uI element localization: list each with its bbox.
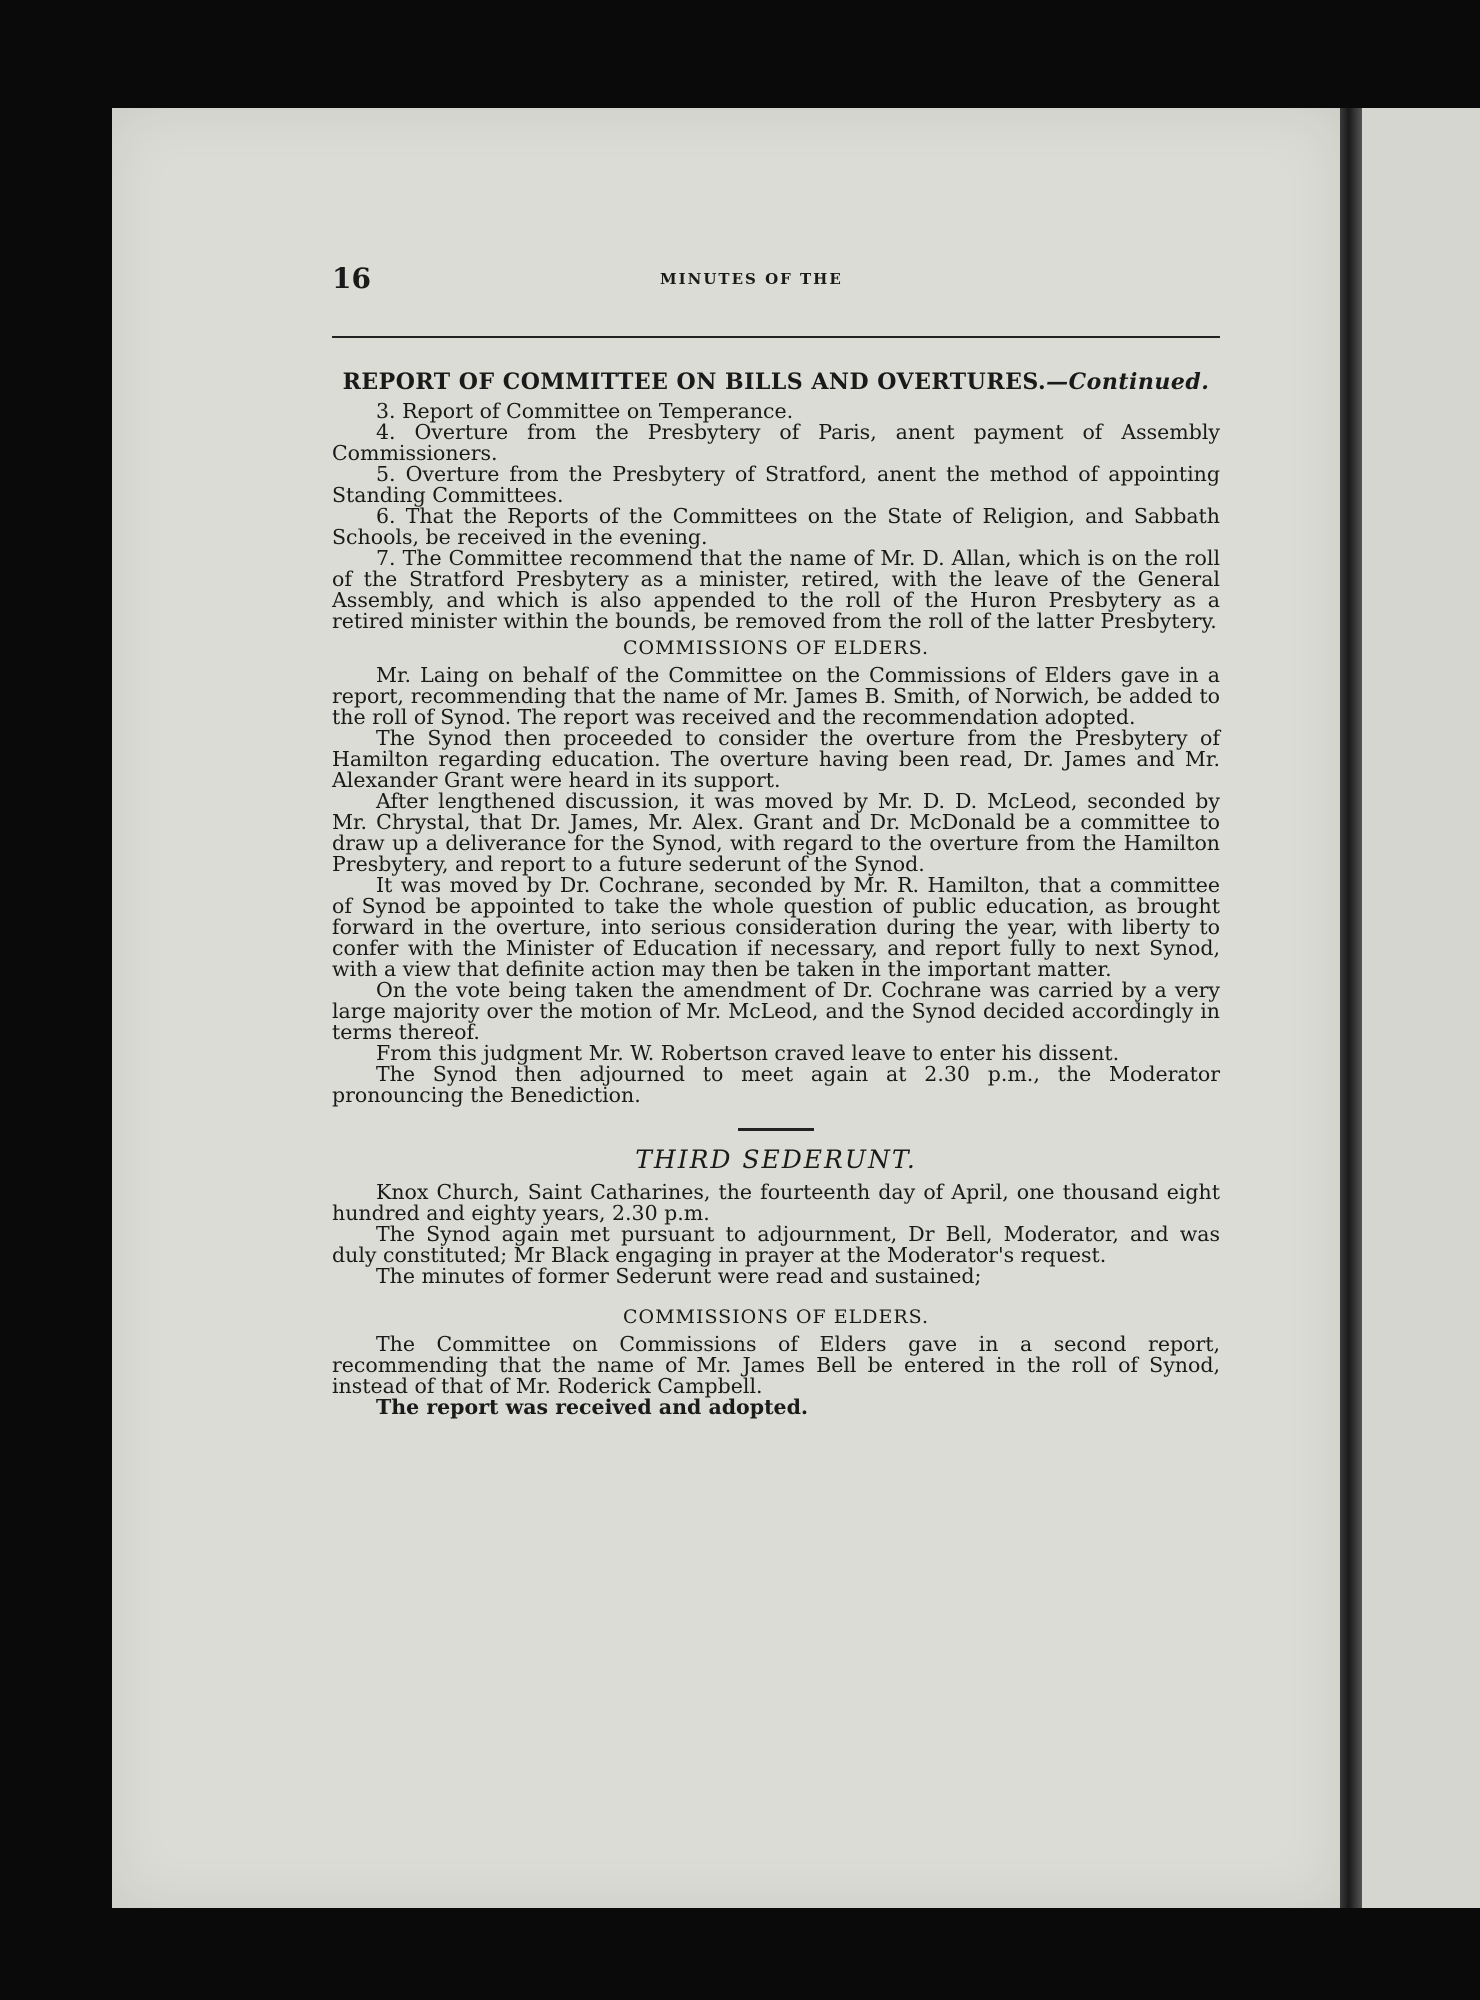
report-item-6: 6. That the Reports of the Committees on the State of Religion, and Sabbath Schools, be received in the evening. xyxy=(332,504,1220,549)
page-binding-fold xyxy=(1340,108,1362,1908)
commissions-paragraph: Mr. Laing on behalf of the Committee on the Commissions of Elders gave in a report, recommending that the name of Mr. James B. Smith, of Norwich, be added to the roll of Synod. The report was received and the recommendation adopted. xyxy=(332,663,1220,729)
report-title xyxy=(332,369,1220,395)
commissions2-paragraph: The Committee on Commissions of Elders gave in a second report, recommending that the name of Mr. James Bell be entered in the roll of Synod, instead of that of Mr. Roderick Campbell. xyxy=(332,1332,1220,1398)
commissions-paragraph: The Synod then proceeded to consider the overture from the Presbytery of Hamilton regarding education. The overture having been read, Dr. James and Mr. Alexander Grant were heard in its support. xyxy=(332,726,1220,792)
commissions-paragraph: It was moved by Dr. Cochrane, seconded by Mr. R. Hamilton, that a committee of Synod be appointed to take the whole question of public education, as brought forward in the overture, into serious consideration during the year, with liberty to confer with the Minister of Education if necessary, and report fully to next Synod, with a view that definite action may then be taken in the important matter. xyxy=(332,873,1220,981)
commissions-paragraph: The Synod then adjourned to meet again at 2.30 p.m., the Moderator pronouncing the Benediction. xyxy=(332,1062,1220,1107)
sederunt-title: THIRD SEDERUNT. xyxy=(635,1145,917,1174)
report-item-4: 4. Overture from the Presbytery of Paris, anent payment of Assembly Commissioners. xyxy=(332,420,1220,465)
sederunt-paragraph: Knox Church, Saint Catharines, the fourteenth day of April, one thousand eight hundred and eighty years, 2.30 p.m. xyxy=(332,1180,1220,1225)
report-title-main: REPORT OF COMMITTEE ON BILLS AND OVERTURES. xyxy=(342,369,1047,395)
commissions2-paragraph: The report was received and adopted. xyxy=(376,1395,809,1419)
commissions-paragraph: On the vote being taken the amendment of Dr. Cochrane was carried by a very large majority over the motion of Mr. McLeod, and the Synod decided accordingly in terms thereof. xyxy=(332,978,1220,1044)
report-item-7: 7. The Committee recommend that the name of Mr. D. Allan, which is on the roll of the Stratford Presbytery as a minister, retired, with the leave of the General Assembly, and which is also appended to the roll of the Huron Presbytery as a retired minister within the bounds, be removed from the roll of the latter Presbytery. xyxy=(332,546,1220,633)
report-item-3: 3. Report of Committee on Temperance. xyxy=(376,399,794,423)
commissions-title-2: COMMISSIONS OF ELDERS. xyxy=(622,1306,930,1328)
section-divider xyxy=(738,1128,814,1131)
page-header xyxy=(220,262,1220,306)
sederunt-paragraph: The Synod again met pursuant to adjournment, Dr Bell, Moderator, and was duly constituted; Mr Black engaging in prayer at the Moderator's request. xyxy=(332,1222,1220,1267)
body-text xyxy=(332,369,1220,1419)
page-number: 16 xyxy=(332,262,371,295)
running-head: MINUTES OF THE xyxy=(660,270,843,288)
report-title-continued: —Continued. xyxy=(1046,369,1210,395)
page-content xyxy=(220,262,1220,1419)
report-item-5: 5. Overture from the Presbytery of Stratford, anent the method of appointing Standing Committees. xyxy=(332,462,1220,507)
header-rule xyxy=(332,336,1220,338)
adjacent-page-edge xyxy=(1362,108,1480,1908)
commissions-paragraph: After lengthened discussion, it was moved by Mr. D. D. McLeod, seconded by Mr. Chrystal, that Dr. James, Mr. Alex. Grant and Dr. McDonald be a committee to draw up a deliverance for the Synod, with regard to the overture from the Hamilton Presbytery, and report to a future sederunt of the Synod. xyxy=(332,789,1220,876)
commissions-title-1: COMMISSIONS OF ELDERS. xyxy=(622,637,930,659)
commissions-paragraph: From this judgment Mr. W. Robertson craved leave to enter his dissent. xyxy=(376,1041,1120,1065)
sederunt-paragraph: The minutes of former Sederunt were read and sustained; xyxy=(376,1264,982,1288)
